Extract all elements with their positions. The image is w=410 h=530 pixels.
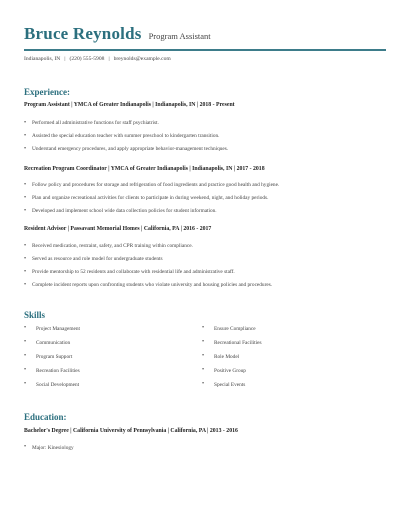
job-title-2: Recreation Program Coordinator | YMCA of Greater Indianapolis | Indianapolis, IN | 2017 - 2018 — [24, 166, 265, 172]
education-heading: Education: — [24, 412, 67, 422]
header-divider — [24, 49, 386, 51]
list-item: • Plan and organize recreational activities for clients to participate in during weekend, night, and holiday periods. — [24, 194, 384, 207]
skill-item: • Recreation Facilities — [24, 368, 80, 374]
list-item: • Served as resource and role model for undergraduate students — [24, 255, 384, 268]
skill-item: • Project Management — [24, 326, 80, 332]
list-item: • Received medication, restraint, safety, and CPR training within compliance. — [24, 242, 384, 255]
list-item: • Provide mentorship to 52 residents and collaborate with residential life and administrative staff. — [24, 268, 384, 281]
list-item: • Understand emergency procedures, and apply appropriate behavior-management techniques. — [24, 145, 384, 158]
experience-heading: Experience: — [24, 87, 70, 97]
skill-item: • Role Model — [202, 354, 239, 360]
contact-phone: (220) 555-5908 — [69, 56, 105, 62]
skill-item: • Special Events — [202, 382, 245, 388]
skills-heading: Skills — [24, 310, 46, 320]
candidate-title: Program Assistant — [148, 31, 211, 41]
contact-line — [24, 56, 171, 62]
list-item: • Complete incident reports upon confronting students who violate university and housing policies and procedures. — [24, 281, 384, 294]
job-1-bullets — [24, 119, 384, 158]
list-item: • Follow policy and procedures for storage and refrigeration of food ingredients and practice good health and hygiene. — [24, 181, 384, 194]
job-title-1: Program Assistant | YMCA of Greater Indianapolis | Indianapolis, IN | 2018 - Present — [24, 102, 235, 108]
candidate-name: Bruce Reynolds — [24, 24, 142, 43]
degree-line: Bachelor's Degree | California University of Pennsylvania | California, PA | 2013 - 2016 — [24, 428, 238, 434]
skill-item: • Positive Group — [202, 368, 246, 374]
name-row — [24, 24, 386, 44]
skill-item: • Social Development — [24, 382, 79, 388]
job-2-bullets — [24, 181, 384, 220]
list-item: • Developed and implement school wide data collection policies for student information. — [24, 207, 384, 220]
list-item: • Performed all administrative functions for staff psychiatrist. — [24, 119, 384, 132]
contact-separator: | — [64, 56, 66, 62]
job-3-bullets — [24, 242, 384, 294]
resume-header — [24, 24, 386, 44]
skill-item: • Ensure Compliance — [202, 326, 256, 332]
skill-item: • Communication — [24, 340, 70, 346]
skill-item: • Program Support — [24, 354, 72, 360]
major-item: • Major: Kinesiology — [24, 445, 74, 451]
skill-item: • Recreational Facilities — [202, 340, 262, 346]
job-title-3: Resident Advisor | Passavant Memorial Homes | California, PA | 2016 - 2017 — [24, 226, 212, 232]
contact-location: Indianapolis, IN — [24, 56, 61, 62]
list-item: • Assisted the special education teacher with summer preschool to kindergarten transition. — [24, 132, 384, 145]
contact-separator: | — [108, 56, 110, 62]
contact-email[interactable]: breynolds@example.com — [113, 56, 171, 62]
